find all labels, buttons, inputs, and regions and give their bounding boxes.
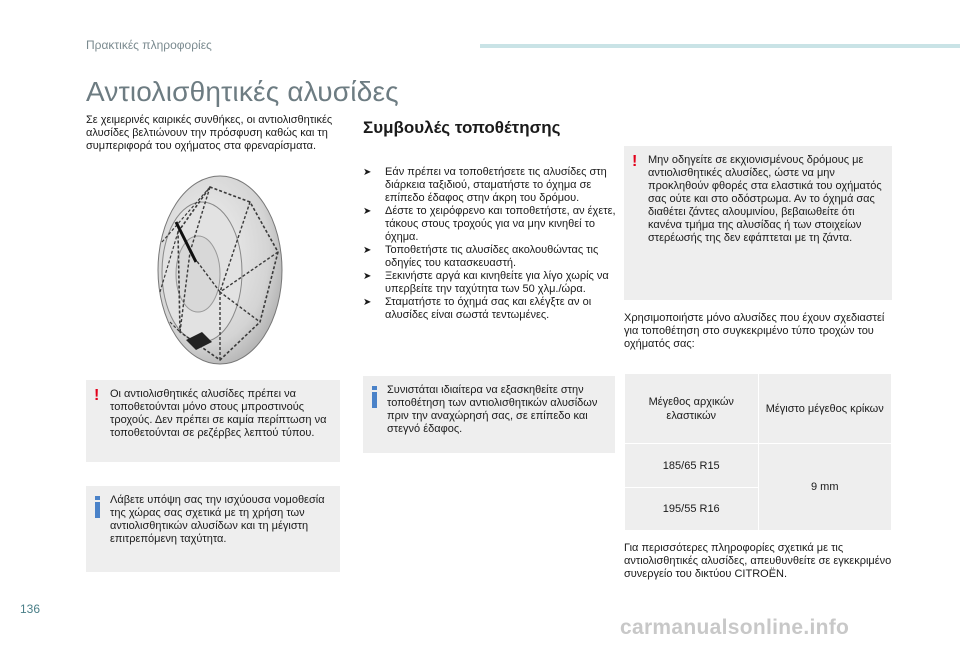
info-icon <box>92 496 104 516</box>
bullet-icon: ➤ <box>363 206 372 217</box>
bullet-icon: ➤ <box>363 297 372 308</box>
table-cell-tyre-size: 195/55 R16 <box>625 488 759 531</box>
tips-list <box>363 166 618 322</box>
list-item: ➤ Ξεκινήστε αργά και κινηθείτε για λίγο χωρίς να υπερβείτε την ταχύτητα των 50 χλμ./ώρα. <box>363 270 609 295</box>
list-item: ➤ Τοποθετήστε τις αλυσίδες ακολουθώντας τις οδηγίες του κατασκευαστή. <box>363 244 599 269</box>
page-title: Αντιολισθητικές αλυσίδες <box>86 76 399 107</box>
info-icon <box>369 386 381 406</box>
info-practice-box <box>363 376 615 453</box>
watermark: carmanualsonline.info <box>620 616 850 639</box>
list-item: ➤ Σταματήστε το όχημά σας και ελέγξτε αν οι αλυσίδες είναι σωστά τεντωμένες. <box>363 296 592 321</box>
info-law-text: Λάβετε υπόψη σας την ισχύουσα νομοθεσία της χώρας σας σχετικά με τη χρήση των αντιολισθητικών αλυσίδων και τη μέγιστη επιτρεπόμενη ταχύτητα. <box>110 494 325 545</box>
warning-icon: ! <box>632 153 638 170</box>
snow-chain-illustration <box>150 172 285 367</box>
header-bar <box>480 44 960 48</box>
info-law-box <box>86 486 340 572</box>
warning-front-wheels-box <box>86 380 340 462</box>
tips-heading: Συμβουλές τοποθέτησης <box>363 118 561 137</box>
intro-paragraph: Σε χειμερινές καιρικές συνθήκες, οι αντιολισθητικές αλυσίδες βελτιώνουν την πρόσφυση καθώς και τη συμπεριφορά του οχήματος στα φρεναρίσματα. <box>86 114 333 152</box>
bullet-icon: ➤ <box>363 245 372 256</box>
warning-snowy-roads-box <box>624 146 892 300</box>
list-item: ➤ Δέστε το χειρόφρενο και τοποθετήστε, αν έχετε, τάκους στους τροχούς για να μην κινηθεί το όχημα. <box>363 205 616 243</box>
use-only-paragraph: Χρησιμοποιήστε μόνο αλυσίδες που έχουν σχεδιαστεί για τοποθέτηση στο συγκεκριμένο τύπο τροχών του οχήματός σας: <box>624 312 885 350</box>
section-label: Πρακτικές πληροφορίες <box>86 38 212 52</box>
bullet-icon: ➤ <box>363 271 372 282</box>
chain-size-table <box>624 373 892 531</box>
table-cell-max-link: 9 mm <box>758 444 892 531</box>
page-number: 136 <box>20 602 41 616</box>
warning-icon: ! <box>94 387 100 404</box>
table-header-max-link: Μέγιστο μέγεθος κρίκων <box>758 374 892 444</box>
more-info-paragraph: Για περισσότερες πληροφορίες σχετικά με τις αντιολισθητικές αλυσίδες, απευθυνθείτε σε εγκεκριμένο συνεργείο του δικτύου CITROËN. <box>624 542 892 580</box>
bullet-icon: ➤ <box>363 167 372 178</box>
table-cell-tyre-size: 185/65 R15 <box>625 444 759 488</box>
warning-snowy-roads-text: Μην οδηγείτε σε εκχιονισμένους δρόμους με αντιολισθητικές αλυσίδες, ώστε να μην προκληθούν φθορές στα ελαστικά του οχήματός σας ούτε και στο οδόστρωμα. Αν το όχημά σας διαθέτει ζάντες αλουμινίου, βεβαιωθείτε ότι κανένα τμήμα της αλυσίδας ή των στοιχείων στερέωσής της δεν εφάπτεται με τη ζάντα. <box>648 154 882 244</box>
warning-front-wheels-text: Οι αντιολισθητικές αλυσίδες πρέπει να τοποθετούνται μόνο στους μπροστινούς τροχούς. Δεν πρέπει σε καμία περίπτωση να τοποθετούνται σε ρεζέρβες λεπτού τύπου. <box>110 388 327 439</box>
list-item: ➤ Εάν πρέπει να τοποθετήσετε τις αλυσίδες στη διάρκεια ταξιδιού, σταματήστε το όχημα σε επίπεδο έδαφος στην άκρη του δρόμου. <box>363 166 607 204</box>
info-practice-text: Συνιστάται ιδιαίτερα να εξασκηθείτε στην τοποθέτηση των αντιολισθητικών αλυσίδων πριν την αναχώρησή σας, σε επίπεδο και στεγνό έδαφος. <box>387 384 598 435</box>
table-header-tyre-size: Μέγεθος αρχικών ελαστικών <box>625 374 759 444</box>
